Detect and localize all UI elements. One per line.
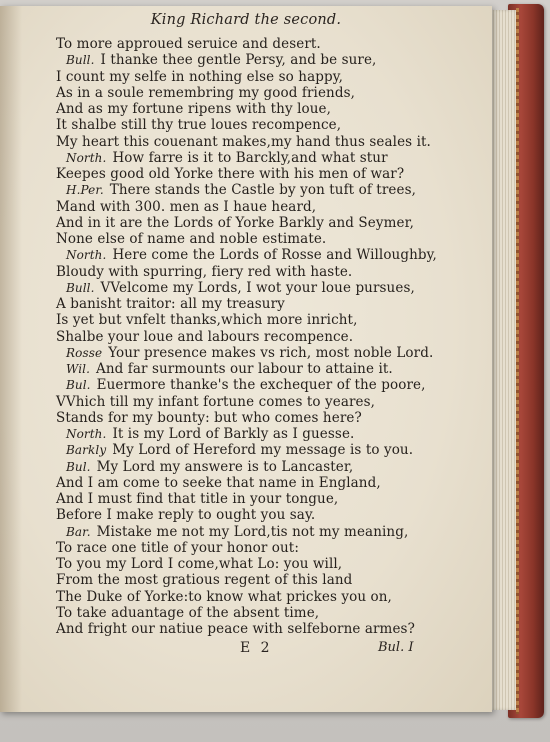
line-text: I thanke thee gentle Persy, and be sure, bbox=[100, 52, 377, 69]
text-line bbox=[56, 410, 362, 426]
speaker-name: Barkly bbox=[66, 443, 107, 458]
line-text: And as my fortune ripens with thy loue, bbox=[56, 101, 331, 117]
text-line bbox=[66, 182, 416, 198]
text-line bbox=[56, 199, 316, 215]
line-text: To you my Lord I come,what Lo: you will, bbox=[56, 556, 343, 572]
line-text: From the most gratious regent of this land bbox=[56, 572, 353, 589]
line-text: VVelcome my Lords, I wot your loue pursues, bbox=[100, 279, 415, 296]
line-text: Mand with 300. men as I haue heard, bbox=[56, 198, 317, 215]
text-line bbox=[56, 394, 375, 410]
speaker-name: North. bbox=[66, 427, 107, 441]
line-text: Keepes good old Yorke there with his men of war? bbox=[56, 166, 405, 182]
text-line bbox=[56, 329, 353, 345]
line-text: To take aduantage of the absent time, bbox=[56, 604, 320, 621]
text-line bbox=[56, 475, 381, 491]
text-line bbox=[56, 312, 357, 328]
line-text: To race one title of your honor out: bbox=[56, 539, 299, 556]
running-head: King Richard the second. bbox=[150, 12, 342, 28]
line-text: And I am come to seeke that name in England, bbox=[56, 474, 381, 491]
text-line bbox=[66, 524, 408, 540]
text-line bbox=[56, 556, 342, 572]
line-text: My Lord of Hereford my message is to you. bbox=[112, 442, 414, 459]
speaker-name: H.Per. bbox=[66, 183, 104, 198]
speaker-name: North. bbox=[66, 248, 107, 263]
text-line bbox=[66, 150, 388, 166]
text-line bbox=[56, 231, 326, 247]
speaker-name: North. bbox=[66, 150, 107, 165]
speaker-name: Bul. bbox=[66, 378, 91, 393]
line-text: The Duke of Yorke:to know what prickes you on, bbox=[56, 588, 392, 605]
line-text: It shalbe still thy true loues recompence, bbox=[56, 117, 342, 134]
text-line bbox=[56, 166, 404, 182]
line-text: Is yet but vnfelt thanks,which more inricht, bbox=[56, 312, 358, 329]
line-text: Your presence makes vs rich, most noble Lord. bbox=[108, 344, 434, 361]
text-line bbox=[56, 507, 315, 523]
speaker-name: Bull. bbox=[66, 53, 95, 68]
speaker-name: Bull. bbox=[66, 280, 95, 295]
text-line bbox=[56, 264, 352, 280]
speaker-name: Bar. bbox=[66, 524, 91, 539]
line-text: Mistake me not my Lord,tis not my meaning, bbox=[96, 523, 409, 540]
text-line bbox=[66, 280, 415, 296]
line-text: How farre is it to Barckly,and what stur bbox=[112, 149, 388, 166]
text-line bbox=[66, 426, 354, 442]
line-text: Before I make reply to ought you say. bbox=[56, 507, 316, 524]
line-text: There stands the Castle by yon tuft of trees, bbox=[109, 182, 416, 199]
line-text: And in it are the Lords of Yorke Barkly and Seymer, bbox=[56, 214, 415, 231]
line-text: VVhich till my infant fortune comes to yeares, bbox=[56, 393, 376, 410]
text-line bbox=[56, 69, 343, 85]
line-text: Here come the Lords of Rosse and Willoughby, bbox=[112, 247, 437, 264]
line-text: Shalbe your loue and labours recompence. bbox=[56, 328, 354, 345]
text-line bbox=[66, 52, 376, 68]
text-line bbox=[66, 345, 433, 361]
line-text: None else of name and noble estimate. bbox=[56, 231, 327, 247]
text-line bbox=[56, 101, 331, 117]
text-line bbox=[56, 36, 321, 52]
line-text: My Lord my answere is to Lancaster, bbox=[96, 458, 354, 475]
line-text: And fright our natiue peace with selfeborne armes? bbox=[56, 621, 415, 637]
line-text: To more approued seruice and desert. bbox=[56, 36, 321, 52]
text-line bbox=[56, 589, 392, 605]
line-text: Euermore thanke's the exchequer of the poore, bbox=[96, 377, 426, 394]
text-line bbox=[56, 621, 415, 637]
page-edges bbox=[488, 10, 516, 710]
line-text: And far surmounts our labour to attaine it. bbox=[96, 361, 393, 377]
line-text: I count my selfe in nothing else so happy, bbox=[56, 68, 344, 85]
line-text: As in a soule remembring my good friends, bbox=[56, 84, 355, 101]
line-text: Bloudy with spurring, fiery red with haste. bbox=[56, 263, 353, 280]
line-text: A banisht traitor: all my treasury bbox=[56, 296, 285, 312]
speaker-name: Bul. bbox=[66, 459, 91, 474]
text-line bbox=[56, 605, 319, 621]
text-line bbox=[56, 491, 338, 507]
text-line bbox=[56, 215, 414, 231]
text-line bbox=[56, 85, 355, 101]
line-text: It is my Lord of Barkly as I guesse. bbox=[112, 426, 355, 442]
speaker-name: Wil. bbox=[66, 362, 91, 376]
text-line bbox=[66, 442, 413, 458]
text-line bbox=[56, 540, 299, 556]
speaker-name: Rosse bbox=[66, 345, 103, 360]
text-line bbox=[66, 459, 353, 475]
text-line bbox=[66, 361, 393, 377]
text-line bbox=[56, 134, 431, 150]
line-text: My heart this couenant makes,my hand thus seales it. bbox=[56, 133, 431, 150]
text-line bbox=[66, 247, 437, 263]
line-text: Stands for my bounty: but who comes here? bbox=[56, 409, 362, 426]
line-text: And I must find that title in your tongue, bbox=[56, 491, 339, 507]
text-line bbox=[66, 377, 426, 393]
text-line bbox=[56, 572, 352, 588]
text-line bbox=[56, 117, 341, 133]
signature-mark: E 2 bbox=[240, 640, 273, 656]
text-line bbox=[56, 296, 285, 312]
catchword: Bul. I bbox=[378, 640, 414, 655]
